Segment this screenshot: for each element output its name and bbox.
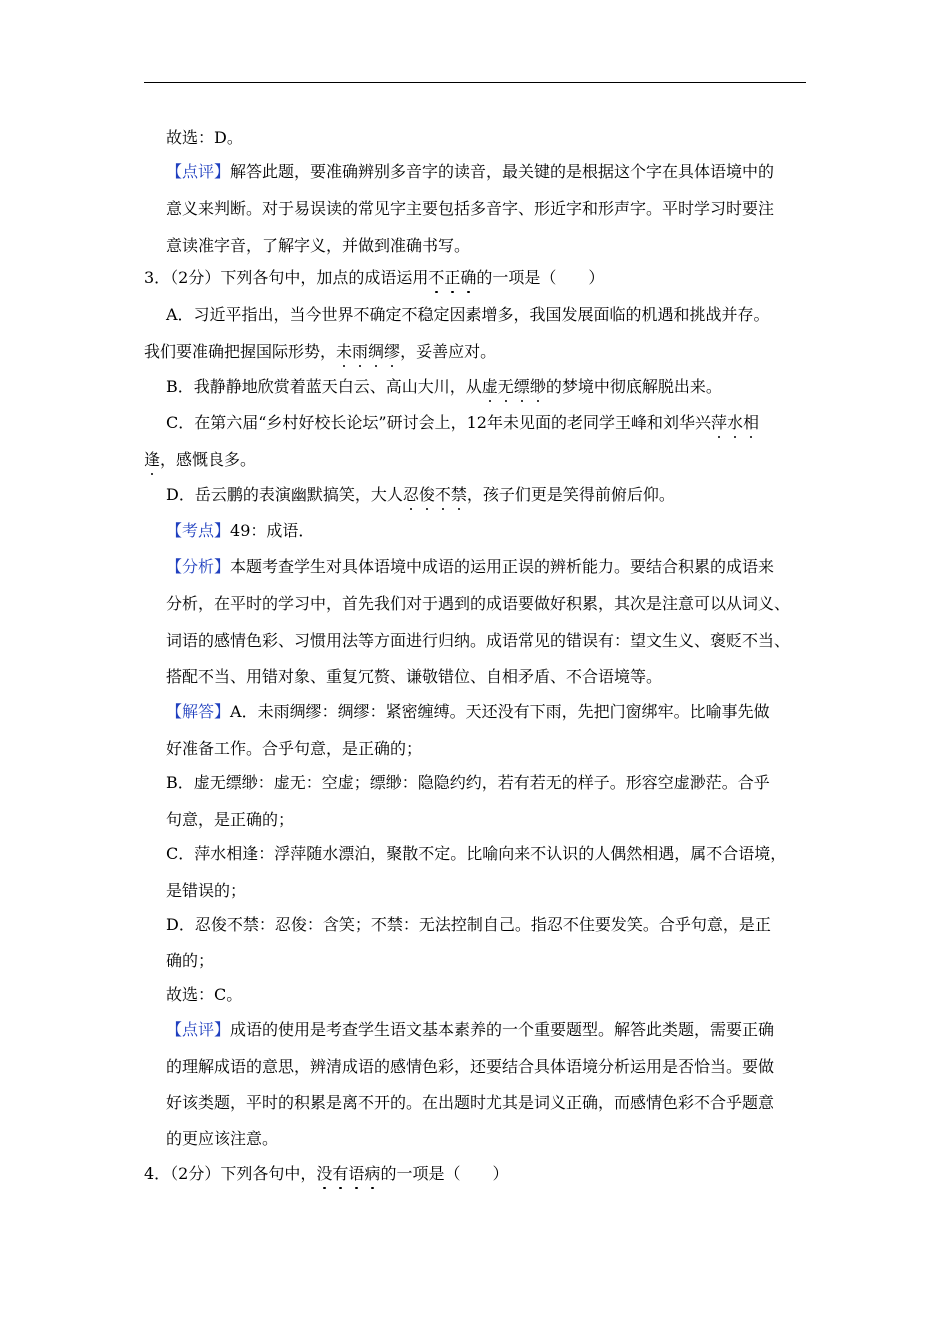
text-run: A．未雨绸缪：绸缪：紧密缠缚。天还没有下雨，先把门窗绑牢。比喻事先做 xyxy=(230,702,770,721)
text-run: 的一项是（ ） xyxy=(476,268,605,287)
emphasis-dotted-char: 语 xyxy=(348,1164,365,1183)
q3-answer-line-3: B．虚无缥缈：虚无：空虚；缥缈：隐隐约约，若有若无的样子。形容空虚渺茫。合乎 xyxy=(166,773,770,792)
text-run: ，孩子们更是笑得前俯后仰。 xyxy=(466,485,675,504)
emphasis-dotted-char: 水 xyxy=(726,413,743,432)
emphasis-dotted-char: 相 xyxy=(743,413,760,432)
emphasis-dotted-char: 逢 xyxy=(144,450,161,469)
text-run: 的一项是（ ） xyxy=(380,1164,509,1183)
q2-answer: 故选：D。 xyxy=(166,128,243,147)
q3-comment-line-2: 的理解成语的意思，辨清成语的感情色彩，还要结合具体语境分析运用是否恰当。要做 xyxy=(166,1057,775,1076)
emphasis-dotted-char: 正 xyxy=(444,268,461,287)
q3-answer-line-6: 是错误的； xyxy=(166,881,247,900)
text-run: ，妥善应对。 xyxy=(400,342,497,361)
text-run: 本题考查学生对具体语境中成语的运用正误的辨析能力。要结合积累的成语来 xyxy=(230,557,775,576)
emphasis-dotted-char: 未 xyxy=(336,342,353,361)
text-run: 成语的使用是考查学生语文基本素养的一个重要题型。解答此类题，需要正确 xyxy=(230,1020,775,1039)
text-run: 解答此题，要准确辨别多音字的读音，最关键的是根据这个字在具体语境中的 xyxy=(230,162,775,181)
header-rule xyxy=(144,82,806,83)
emphasis-dotted-char: 虚 xyxy=(481,377,498,396)
emphasis-dotted-char: 缪 xyxy=(384,342,401,361)
comment-tag: 【点评】 xyxy=(166,1020,231,1039)
q3-option-c-line-2 xyxy=(144,450,256,470)
q3-answer-line-8: 确的； xyxy=(166,951,215,970)
emphasis-dotted-char: 有 xyxy=(332,1164,349,1183)
q2-comment-line-2: 意义来判断。对于易误读的常见字主要包括多音字、形近字和形声字。平时学习时要注 xyxy=(166,199,775,218)
q3-stem xyxy=(144,268,604,288)
q3-option-a-line-1: A．习近平指出，当今世界不确定不稳定因素增多，我国发展面临的机遇和挑战并存。 xyxy=(166,305,770,324)
q3-comment-line-3: 好该类题，平时的积累是离不开的。在出题时尤其是词义正确，而感情色彩不合乎题意 xyxy=(166,1093,775,1112)
answer-tag: 【解答】 xyxy=(166,702,231,721)
q3-answer-line-2: 好准备工作。合乎句意，是正确的； xyxy=(166,739,423,758)
point-tag: 【考点】 xyxy=(166,521,231,540)
emphasis-dotted-char: 确 xyxy=(460,268,477,287)
q3-option-a-line-2 xyxy=(144,342,496,362)
emphasis-dotted-char: 缈 xyxy=(529,377,546,396)
emphasis-dotted-char: 病 xyxy=(364,1164,381,1183)
comment-tag: 【点评】 xyxy=(166,162,231,181)
q2-comment-line-1 xyxy=(166,162,774,182)
emphasis-dotted-char: 忍 xyxy=(402,485,419,504)
emphasis-dotted-char: 绸 xyxy=(368,342,385,361)
emphasis-dotted-char: 雨 xyxy=(352,342,369,361)
text-run: B．我静静地欣赏着蓝天白云、高山大川，从 xyxy=(166,377,482,396)
q3-option-c-line-1 xyxy=(166,413,759,433)
q3-answer-line-1 xyxy=(166,702,770,722)
q4-stem xyxy=(144,1164,508,1184)
text-run: 4．（2分）下列各句中， xyxy=(144,1164,317,1183)
emphasis-dotted-char: 无 xyxy=(497,377,514,396)
q3-option-b xyxy=(166,377,722,397)
q2-comment-line-3: 意读准字音，了解字义，并做到准确书写。 xyxy=(166,236,471,255)
emphasis-dotted-char: 禁 xyxy=(450,485,467,504)
q3-analysis-line-3: 词语的感情色彩、习惯用法等方面进行归纳。成语常见的错误有：望文生义、褒贬不当、 xyxy=(166,631,791,650)
text-run: C．在第六届“乡村好校长论坛”研讨会上，12年未见面的老同学王峰和刘华兴 xyxy=(166,413,711,432)
emphasis-dotted-char: 俊 xyxy=(418,485,435,504)
analysis-tag: 【分析】 xyxy=(166,557,231,576)
q3-analysis-line-2: 分析，在平时的学习中，首先我们对于遇到的成语要做好积累，其次是注意可以从词义、 xyxy=(166,594,791,613)
q3-comment-line-4: 的更应该注意。 xyxy=(166,1129,279,1148)
text-run: 的梦境中彻底解脱出来。 xyxy=(545,377,722,396)
q3-point xyxy=(166,521,314,541)
emphasis-dotted-char: 没 xyxy=(316,1164,333,1183)
text-run: D．岳云鹏的表演幽默搞笑，大人 xyxy=(166,485,403,504)
q3-comment-line-1 xyxy=(166,1020,774,1040)
q3-analysis-line-4: 搭配不当、用错对象、重复冗赘、谦敬错位、自相矛盾、不合语境等。 xyxy=(166,667,663,686)
q3-answer-line-4: 句意，是正确的； xyxy=(166,810,295,829)
q3-answer-line-5: C．萍水相逢：浮萍随水漂泊，聚散不定。比喻向来不认识的人偶然相遇，属不合语境， xyxy=(166,844,787,863)
text-run: 49：成语． xyxy=(230,521,315,540)
emphasis-dotted-char: 不 xyxy=(428,268,445,287)
text-run: ，感慨良多。 xyxy=(160,450,257,469)
q3-option-d xyxy=(166,485,675,505)
q3-answer-line-7: D．忍俊不禁：忍俊：含笑；不禁：无法控制自己。指忍不住要发笑。合乎句意，是正 xyxy=(166,915,771,934)
text-run: 我们要准确把握国际形势， xyxy=(144,342,337,361)
text-run: 3．（2分）下列各句中，加点的成语运用 xyxy=(144,268,429,287)
emphasis-dotted-char: 缥 xyxy=(513,377,530,396)
q3-final-answer: 故选：C。 xyxy=(166,985,243,1004)
q3-analysis-line-1 xyxy=(166,557,774,577)
emphasis-dotted-char: 不 xyxy=(434,485,451,504)
emphasis-dotted-char: 萍 xyxy=(710,413,727,432)
